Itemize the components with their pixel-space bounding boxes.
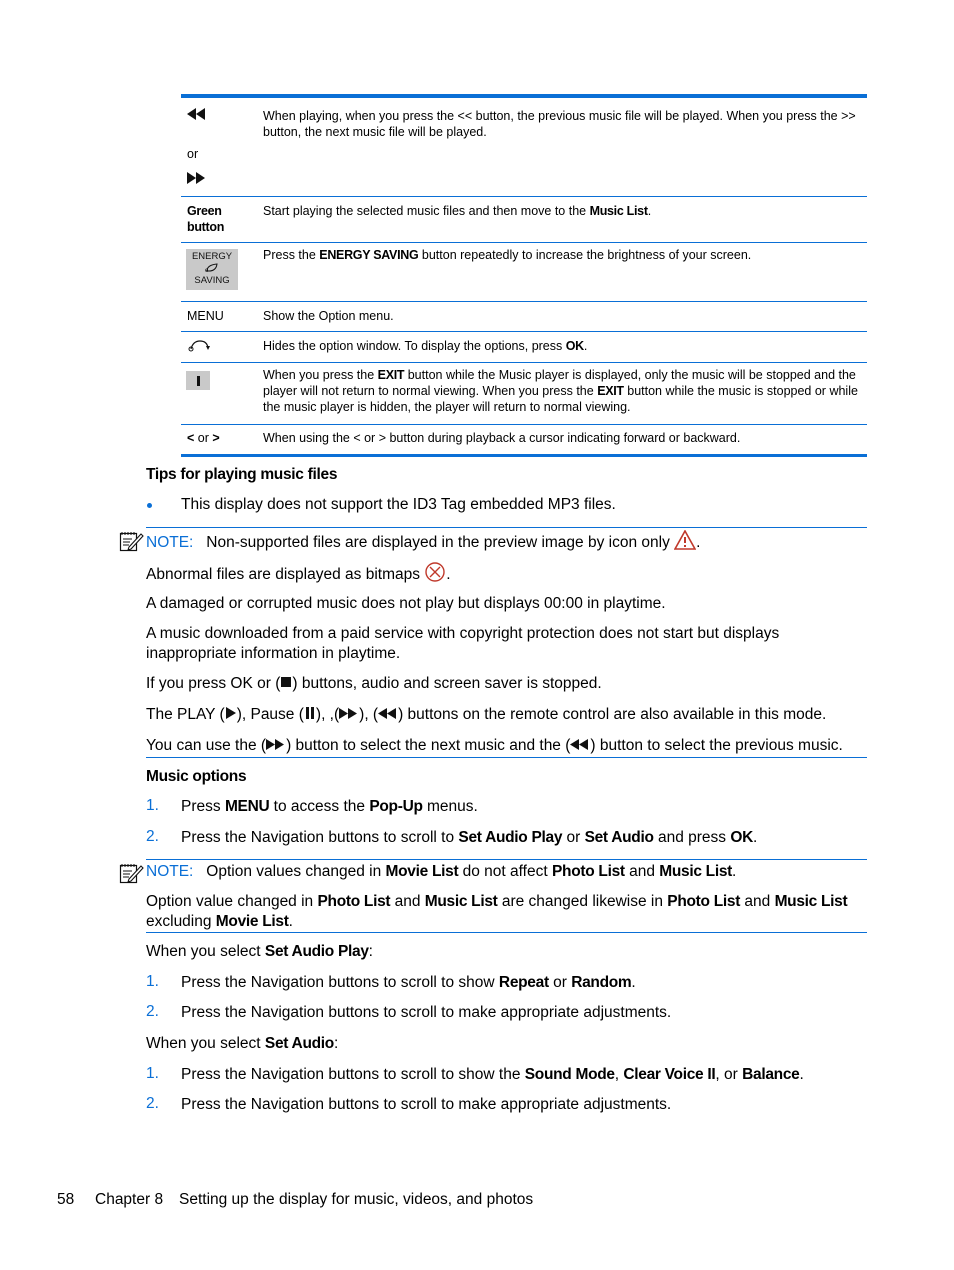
music-options-heading: Music options xyxy=(146,768,247,785)
ok-stop-text: If you press OK or ( ) buttons, audio and screen saver is stopped. xyxy=(146,675,602,693)
table-row xyxy=(181,301,867,332)
play-icon xyxy=(225,705,237,725)
rewind-icon xyxy=(378,705,398,725)
note-icon xyxy=(119,530,144,557)
table-row xyxy=(181,98,867,197)
warning-icon xyxy=(674,530,696,556)
note-icon xyxy=(119,862,144,889)
row-description: Hides the option window. To display the options, press OK. xyxy=(263,339,588,353)
row-description: When playing, when you press the << button, the previous music file will be played. When you press the >> button, the next music file will be played. xyxy=(263,109,856,139)
row-description: When using the < or > button during playback a cursor indicating forward or backward. xyxy=(263,431,741,445)
fast-forward-icon xyxy=(187,172,207,188)
stop-icon xyxy=(280,674,292,694)
step-number: 1. xyxy=(146,973,159,990)
table-row xyxy=(181,242,867,302)
next-previous-text: You can use the ( ) button to select the next music and the ( ) button to select the previous music. xyxy=(146,737,843,755)
note-bottom-rule xyxy=(146,932,867,933)
step-text: Press the Navigation buttons to scroll to show Repeat or Random. xyxy=(181,974,636,991)
step-number: 2. xyxy=(146,1003,159,1020)
step-text: Press the Navigation buttons to scroll to make appropriate adjustments. xyxy=(181,1096,672,1113)
exit-key-icon xyxy=(186,371,210,390)
energy-saving-key-icon: ENERGY e SAVING xyxy=(186,249,238,290)
rewind-icon xyxy=(187,108,207,124)
step-number: 1. xyxy=(146,1065,159,1082)
row-description: Show the Option menu. xyxy=(263,309,394,323)
note-2: NOTE: Option values changed in Movie List do not affect Photo List and Music List. xyxy=(146,863,737,880)
set-audio-play-intro: When you select Set Audio Play: xyxy=(146,943,373,960)
step-number: 2. xyxy=(146,828,159,845)
bullet xyxy=(147,503,152,508)
note-top-rule xyxy=(146,527,867,528)
step-text: Press MENU to access the Pop-Up menus. xyxy=(181,798,478,815)
bullet-text: This display does not support the ID3 Tag embedded MP3 files. xyxy=(181,496,616,513)
leaf-icon xyxy=(186,263,238,275)
or-label: or xyxy=(187,147,199,161)
pause-icon xyxy=(304,705,316,725)
back-icon xyxy=(187,338,211,356)
fast-forward-icon xyxy=(339,705,359,725)
paid-service-text: A music downloaded from a paid service with copyright protection does not start but displays inappropriate information in playtime. xyxy=(146,625,780,662)
note-2-detail: Option value changed in Photo List and Music List are changed likewise in Photo List and Music List excluding Movie List. xyxy=(146,893,848,930)
remote-buttons-table xyxy=(181,94,867,457)
footer-chapter: Chapter 8 xyxy=(95,1191,164,1208)
abnormal-files-text: Abnormal files are displayed as bitmaps . xyxy=(146,562,868,588)
note-top-rule xyxy=(146,859,867,860)
table-row xyxy=(181,362,867,425)
row-description: Press the ENERGY SAVING button repeatedly to increase the brightness of your screen. xyxy=(263,248,752,262)
green-button-label: Green button xyxy=(187,204,225,234)
step-number: 1. xyxy=(146,797,159,814)
error-bitmap-icon xyxy=(424,562,446,588)
note-bottom-rule xyxy=(146,757,867,758)
menu-label: MENU xyxy=(187,309,224,323)
table-row xyxy=(181,424,867,454)
row-description: When you press the EXIT button while the Music player is displayed, only the music will be stopped and the player will not return to normal viewing. When you press the EXIT button while the music is stopped or while the music player is hidden, the player will return to normal viewing. xyxy=(263,368,858,414)
table-row xyxy=(181,196,867,243)
play-pause-text: The PLAY ( ), Pause ( ), ,( ), ( ) buttons on the remote control are also available in this mode. xyxy=(146,706,827,724)
note-1: NOTE: Non-supported files are displayed in the preview image by icon only . xyxy=(146,530,868,556)
svg-text:e: e xyxy=(205,268,209,273)
row-description: Start playing the selected music files and then move to the Music List. xyxy=(263,204,652,218)
damaged-music-text: A damaged or corrupted music does not play but displays 00:00 in playtime. xyxy=(146,595,666,612)
lt-gt-label: < or > xyxy=(187,431,220,445)
footer-title: Setting up the display for music, videos, and photos xyxy=(179,1191,534,1208)
table-row xyxy=(181,331,867,363)
tips-heading: Tips for playing music files xyxy=(146,466,338,483)
fast-forward-icon xyxy=(266,736,286,756)
step-number: 2. xyxy=(146,1095,159,1112)
rewind-icon xyxy=(570,736,590,756)
step-text: Press the Navigation buttons to scroll to show the Sound Mode, Clear Voice II, or Balance. xyxy=(181,1066,804,1083)
set-audio-intro: When you select Set Audio: xyxy=(146,1035,339,1052)
page-number: 58 xyxy=(57,1191,75,1208)
step-text: Press the Navigation buttons to scroll to make appropriate adjustments. xyxy=(181,1004,672,1021)
step-text: Press the Navigation buttons to scroll to Set Audio Play or Set Audio and press OK. xyxy=(181,829,758,846)
